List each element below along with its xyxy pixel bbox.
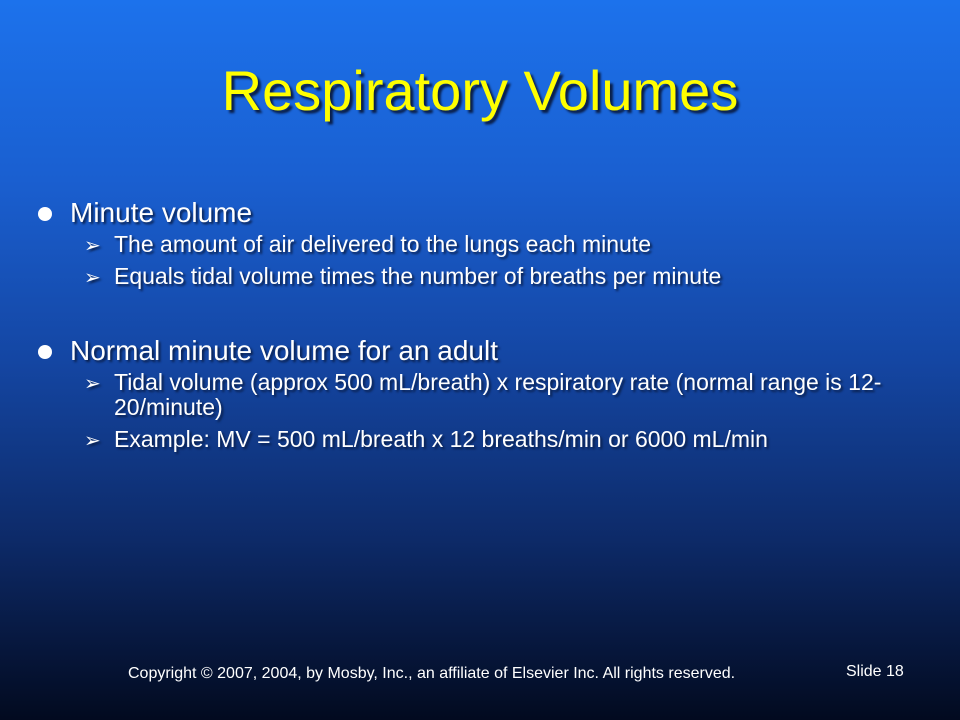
sub-bullet-text: Example: MV = 500 mL/breath x 12 breaths/min or 6000 mL/min [114,426,768,452]
sub-bullet-list [38,370,918,452]
bullet-minute-volume [38,196,918,230]
bullet-normal-minute-volume [38,334,918,368]
sub-bullet-item [38,232,918,257]
sub-bullet-item [38,264,918,289]
sub-bullet-item [38,427,918,452]
bullet-spacer [38,296,918,334]
slide-number: Slide 18 [846,663,904,680]
sub-bullet-list [38,232,918,289]
copyright-footer: Copyright © 2007, 2004, by Mosby, Inc., an affiliate of Elsevier Inc. All rights reserved. [128,665,736,682]
arrow-right-icon: ➢ [84,428,101,452]
bullet-text: Normal minute volume for an adult [70,335,498,366]
filled-circle-icon [38,205,52,221]
slide-title: Respiratory Volumes [221,59,739,122]
sub-bullet-item [38,370,918,420]
arrow-right-icon: ➢ [84,233,101,257]
arrow-right-icon: ➢ [84,265,101,289]
sub-bullet-text: The amount of air delivered to the lungs each minute [114,231,651,257]
bullet-text: Minute volume [70,197,253,228]
slide-content [38,196,918,459]
sub-bullet-text: Equals tidal volume times the number of breaths per minute [114,263,722,289]
filled-circle-icon [38,343,52,359]
arrow-right-icon: ➢ [84,371,101,395]
sub-bullet-text: Tidal volume (approx 500 mL/breath) x respiratory rate (normal range is 12-20/minute) [114,369,882,420]
